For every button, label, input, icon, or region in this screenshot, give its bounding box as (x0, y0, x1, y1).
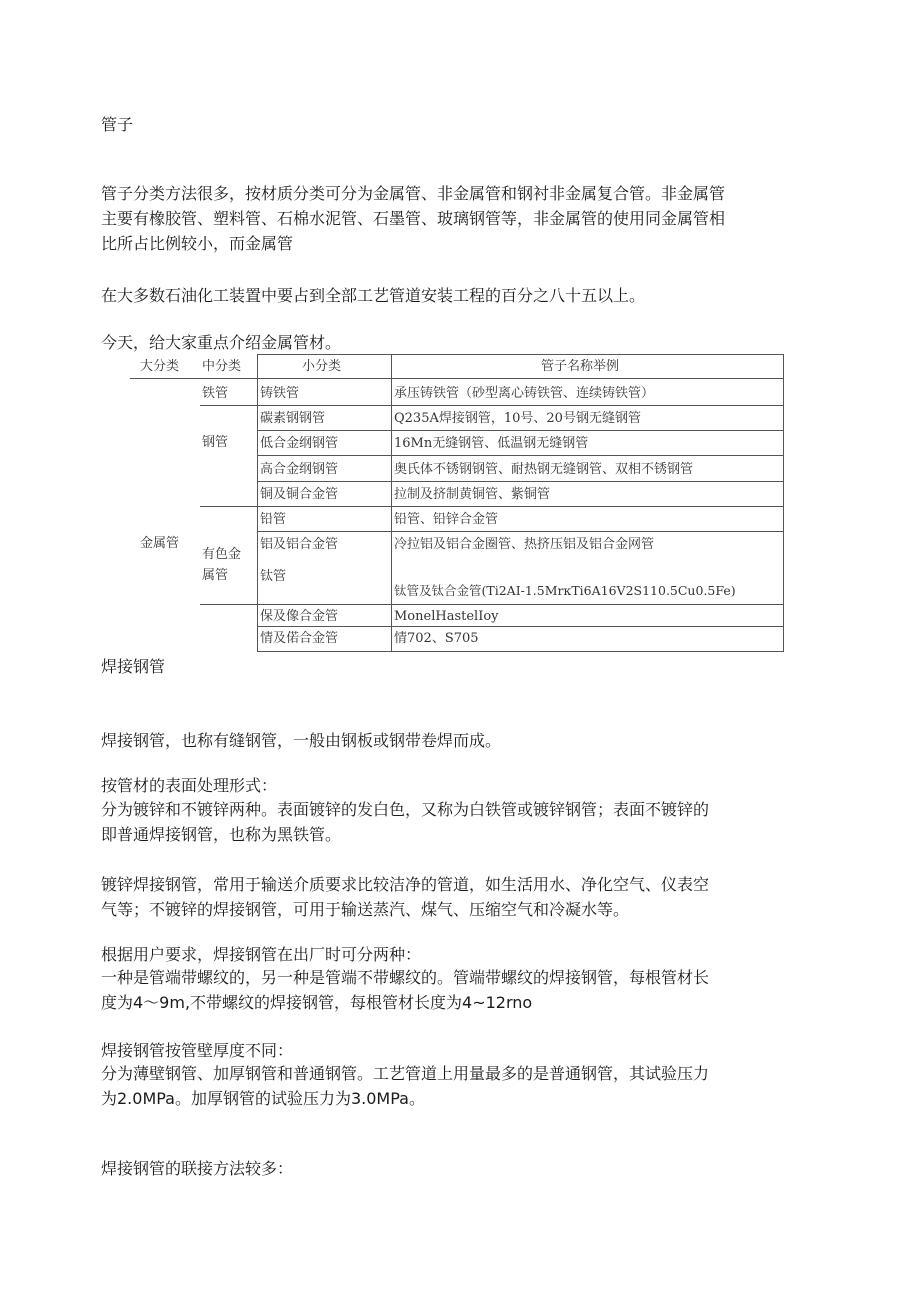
paragraph-line: 气等；不镀锌的焊接钢管，可用于输送蒸汽、煤气、压缩空气和冷凝水等。 (101, 900, 630, 919)
paragraph-line: 为2.0MPa。加厚钢管的试验压力为3.0MPa。 (101, 1089, 425, 1108)
paragraph-share: 在大多数石油化工装置中要占到全部工艺管道安装工程的百分之八十五以上。 (101, 286, 646, 305)
header-major-category: 大分类 (140, 359, 180, 374)
middle-category-nonferrous: 有色金 (202, 547, 242, 562)
table-row-minor: 铸铁管 (260, 386, 300, 401)
middle-category-iron: 铁管 (202, 386, 229, 401)
paragraph-line: 管子分类方法很多，按材质分类可分为金属管、非金属管和钢衬非金属复合管。非金属管 (101, 184, 726, 203)
paragraph-joining-methods: 焊接钢管的联接方法较多： (101, 1159, 294, 1178)
paragraph-line: 比所占比例较小，而金属管 (101, 234, 294, 253)
paragraph-title: 焊接钢管按管壁厚度不同： (101, 1041, 294, 1060)
table-row-minor: 低合金纲钢管 (260, 436, 339, 451)
table-row-minor: 高合金纲钢管 (260, 462, 339, 477)
table-row-minor: 保及像合金管 (260, 609, 339, 624)
paragraph-line: 一种是管端带螺纹的，另一种是管端不带螺纹的。管端带螺纹的焊接钢管，每根管材长 (101, 968, 710, 987)
header-minor-category: 小分类 (302, 359, 342, 374)
table-row-minor: 铝及铝合金管 (260, 537, 339, 552)
paragraph-welded-definition: 焊接钢管，也称有缝钢管，一般由钢板或钢带卷焊而成。 (101, 731, 502, 750)
table-row-minor: 铜及铜合金管 (260, 487, 339, 502)
paragraph-title: 根据用户要求，焊接钢管在出厂时可分两种： (101, 945, 422, 964)
middle-category-nonferrous: 属管 (202, 568, 229, 583)
header-examples: 管子名称举例 (541, 359, 620, 374)
paragraph-line: 即普通焊接钢管，也称为黑铁管。 (101, 825, 342, 844)
table-row-example: 承压铸铁管（砂型离心铸铁管、连续铸铁管） (394, 386, 655, 401)
section-heading-welded-pipe: 焊接钢管 (101, 657, 166, 676)
table-row-minor: 情及偌合金管 (260, 631, 339, 646)
table-row-example: 铅管、铅锌合金管 (394, 512, 499, 527)
table-row-example: 钛管及钛合金管(Ti2AI-1.5MrκTi6A16V2S110.5Cu0.5Fe) (394, 583, 736, 598)
table-row-example: 奥氏体不锈钢钢管、耐热钢无缝钢管、双相不锈钢管 (394, 462, 694, 477)
table-row-example: 16Mn无缝钢管、低温钢无缝钢管 (394, 436, 589, 451)
table-row-example: 拉制及挤制黄铜管、紫铜管 (394, 487, 551, 502)
paragraph-line: 分为镀锌和不镀锌两种。表面镀锌的发白色，又称为白铁管或镀锌钢管；表面不镀锌的 (101, 800, 710, 819)
paragraph-line: 镀锌焊接钢管，常用于输送介质要求比较洁净的管道，如生活用水、净化空气、仪表空 (101, 875, 710, 894)
table-row-minor: 钛管 (260, 569, 287, 584)
table-row-minor: 铅管 (260, 512, 287, 527)
major-category-metal: 金属管 (140, 536, 180, 551)
table-row-minor: 碳素钢钢管 (260, 411, 326, 426)
paragraph-line: 主要有橡胶管、塑料管、石棉水泥管、石墨管、玻璃钢管等，非金属管的使用同金属管相 (101, 209, 726, 228)
paragraph-line: 分为薄壁钢管、加厚钢管和普通钢管。工艺管道上用量最多的是普通钢管，其试验压力 (101, 1064, 710, 1083)
paragraph-line: 度为4～9m,不带螺纹的焊接钢管，每根管材长度为4~12rno (101, 993, 533, 1012)
paragraph-intro: 今天，给大家重点介绍金属管材。 (101, 333, 342, 352)
table-row-example: 情702、S705 (394, 631, 479, 646)
section-heading-pipes: 管子 (101, 115, 134, 134)
table-row-example: Q235A焊接钢管，10号、20号钢无缝钢管 (394, 411, 641, 426)
paragraph-title: 按管材的表面处理形式： (101, 776, 278, 795)
header-middle-category: 中分类 (202, 359, 242, 374)
middle-category-steel: 钢管 (202, 435, 229, 450)
table-row-example: 冷拉铝及铝合金圈管、热挤压铝及铝合金网管 (394, 537, 655, 552)
pipe-classification-table (130, 354, 784, 652)
table-row-example: MonelHastelIoy (394, 609, 499, 624)
